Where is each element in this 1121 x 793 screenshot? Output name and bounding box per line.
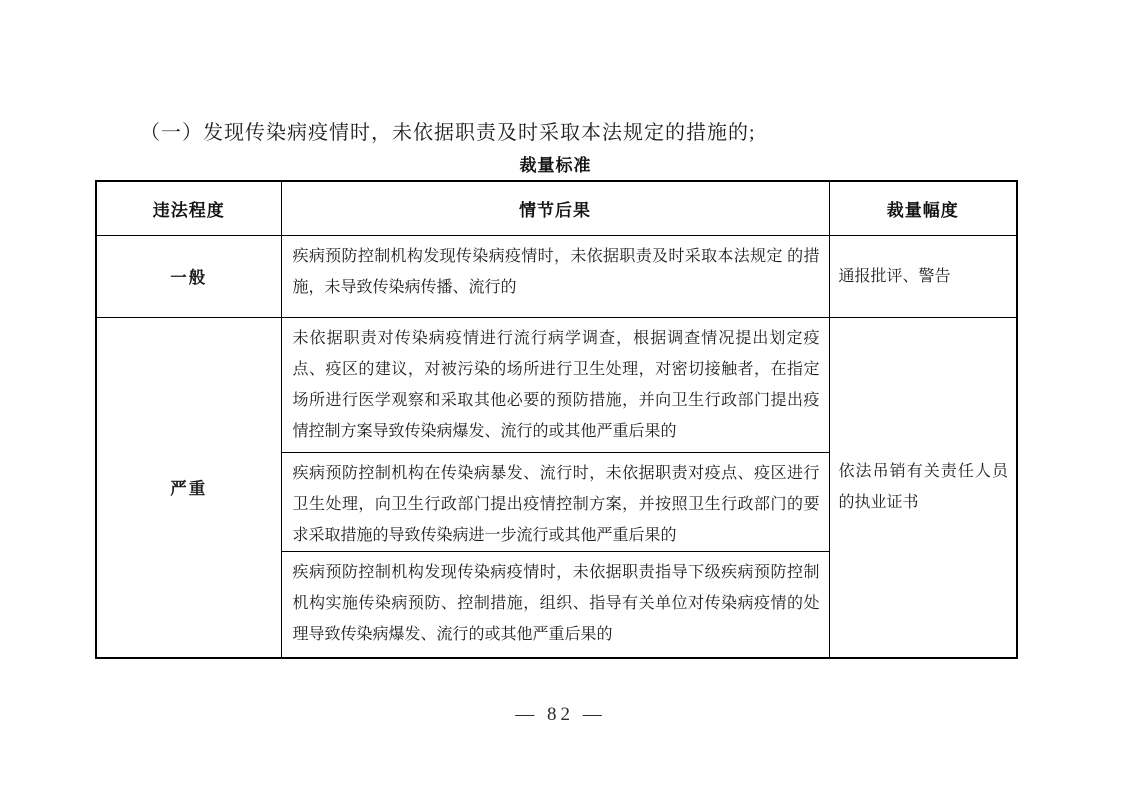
range-cell-severe: 依法吊销有关责任人员的执业证书 — [829, 317, 1017, 658]
col-header-violation-degree: 违法程度 — [96, 181, 281, 235]
circumstance-cell-general: 疾病预防控制机构发现传染病疫情时，未依据职责及时采取本法规定 的措施，未导致传染病传播、流行的 — [281, 235, 829, 317]
circumstance-cell-severe-3: 疾病预防控制机构发现传染病疫情时，未依据职责指导下级疾病预防控制机构实施传染病预防、控制措施，组织、指导有关单位对传染病疫情的处理导致传染病爆发、流行的或其他严重后果的 — [281, 551, 829, 658]
table-row-severe-1 — [96, 317, 1017, 452]
circumstance-cell-severe-2: 疾病预防控制机构在传染病暴发、流行时，未依据职责对疫点、疫区进行卫生处理，向卫生行政部门提出疫情控制方案，并按照卫生行政部门的要求采取措施的导致传染病进一步流行或其他严重后果的 — [281, 452, 829, 551]
col-header-circumstances: 情节后果 — [281, 181, 829, 235]
table-header-row — [96, 181, 1017, 235]
section-heading: （一）发现传染病疫情时，未依据职责及时采取本法规定的措施的; — [140, 122, 756, 144]
range-cell-general: 通报批评、警告 — [829, 235, 1017, 317]
table-title: 裁量标准 — [519, 156, 592, 175]
table-row-general — [96, 235, 1017, 317]
circumstance-cell-severe-1: 未依据职责对传染病疫情进行流行病学调查，根据调查情况提出划定疫点、疫区的建议，对被污染的场所进行卫生处理，对密切接触者，在指定场所进行医学观察和采取其他必要的预防措施，并向卫生行政部门提出疫情控制方案导致传染病爆发、流行的或其他严重后果的 — [281, 317, 829, 452]
col-header-discretion-range: 裁量幅度 — [829, 181, 1017, 235]
degree-cell-severe: 严重 — [96, 317, 281, 658]
discretion-standard-table — [95, 180, 1018, 659]
degree-cell-general: 一般 — [96, 235, 281, 317]
page-number: — 82 — — [515, 704, 606, 725]
